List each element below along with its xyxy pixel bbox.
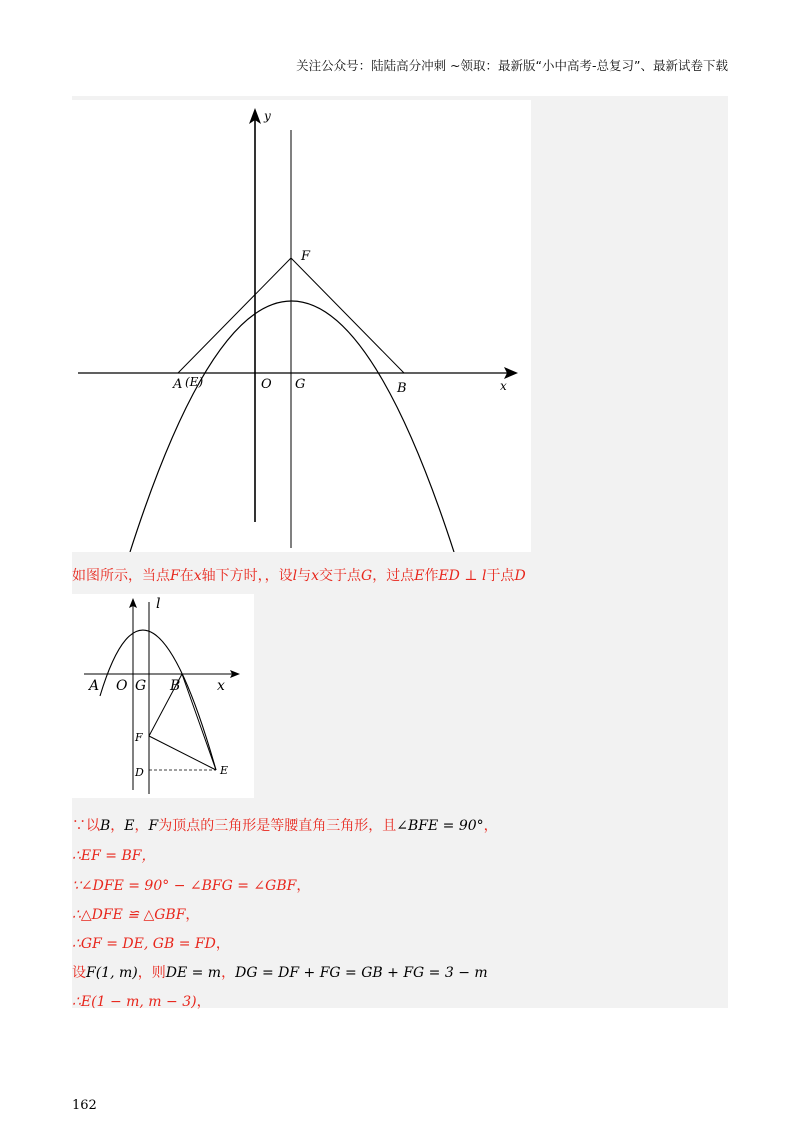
segment-AF — [178, 258, 291, 373]
label-B: B — [397, 381, 407, 396]
figure-parabola-2 — [72, 594, 254, 798]
figure-2-svg — [72, 594, 254, 798]
proof-line-5: ∴GF = DE, GB = FD， — [72, 936, 230, 952]
proof-line-3: ∵∠DFE = 90° − ∠BFG = ∠GBF， — [72, 878, 311, 894]
fig2-label-A: A — [89, 678, 100, 694]
label-F: F — [301, 249, 311, 264]
proof-line-2: ∴EF = BF， — [72, 848, 156, 864]
label-A: A — [173, 377, 183, 392]
label-O: O — [261, 377, 272, 392]
segment-FB — [291, 258, 404, 373]
proof-line-6: 设F(1, m)，则DE = m，DG = DF + FG = GB + FG = 3 − m — [72, 965, 488, 981]
fig2-label-B: B — [170, 678, 181, 694]
fig2-parabola — [100, 630, 216, 770]
label-y: y — [264, 109, 271, 123]
fig2-label-F: F — [135, 731, 143, 744]
proof-line-7: ∴E(1 − m, m − 3)， — [72, 994, 211, 1010]
statement-line: 如图所示，当点F在x轴下方时，，设l与x交于点G，过点E作ED ⊥ l于点D — [72, 568, 526, 584]
figure-1-svg — [72, 100, 531, 552]
page-number: 162 — [72, 1098, 97, 1113]
fig2-label-E: E — [220, 764, 229, 777]
fig2-label-x: x — [217, 678, 225, 694]
figure-parabola-1 — [72, 100, 531, 552]
proof-line-1: ∵以B，E，F为顶点的三角形是等腰直角三角形，且∠BFE = 90°， — [72, 818, 498, 834]
fig2-label-G: G — [135, 678, 147, 694]
label-x: x — [500, 379, 507, 393]
proof-line-4: ∴△DFE ≌ △GBF， — [72, 907, 200, 923]
parabola-curve — [130, 301, 454, 552]
label-E-paren: (E) — [185, 375, 204, 389]
fig2-label-D: D — [135, 766, 144, 779]
page-header: 关注公众号：陆陆高分冲刺 ~领取：最新版“小中高考-总复习”、最新试卷下载 — [296, 58, 728, 73]
fig2-label-O: O — [116, 678, 128, 694]
label-G: G — [295, 377, 306, 392]
fig2-label-l: l — [156, 596, 161, 612]
